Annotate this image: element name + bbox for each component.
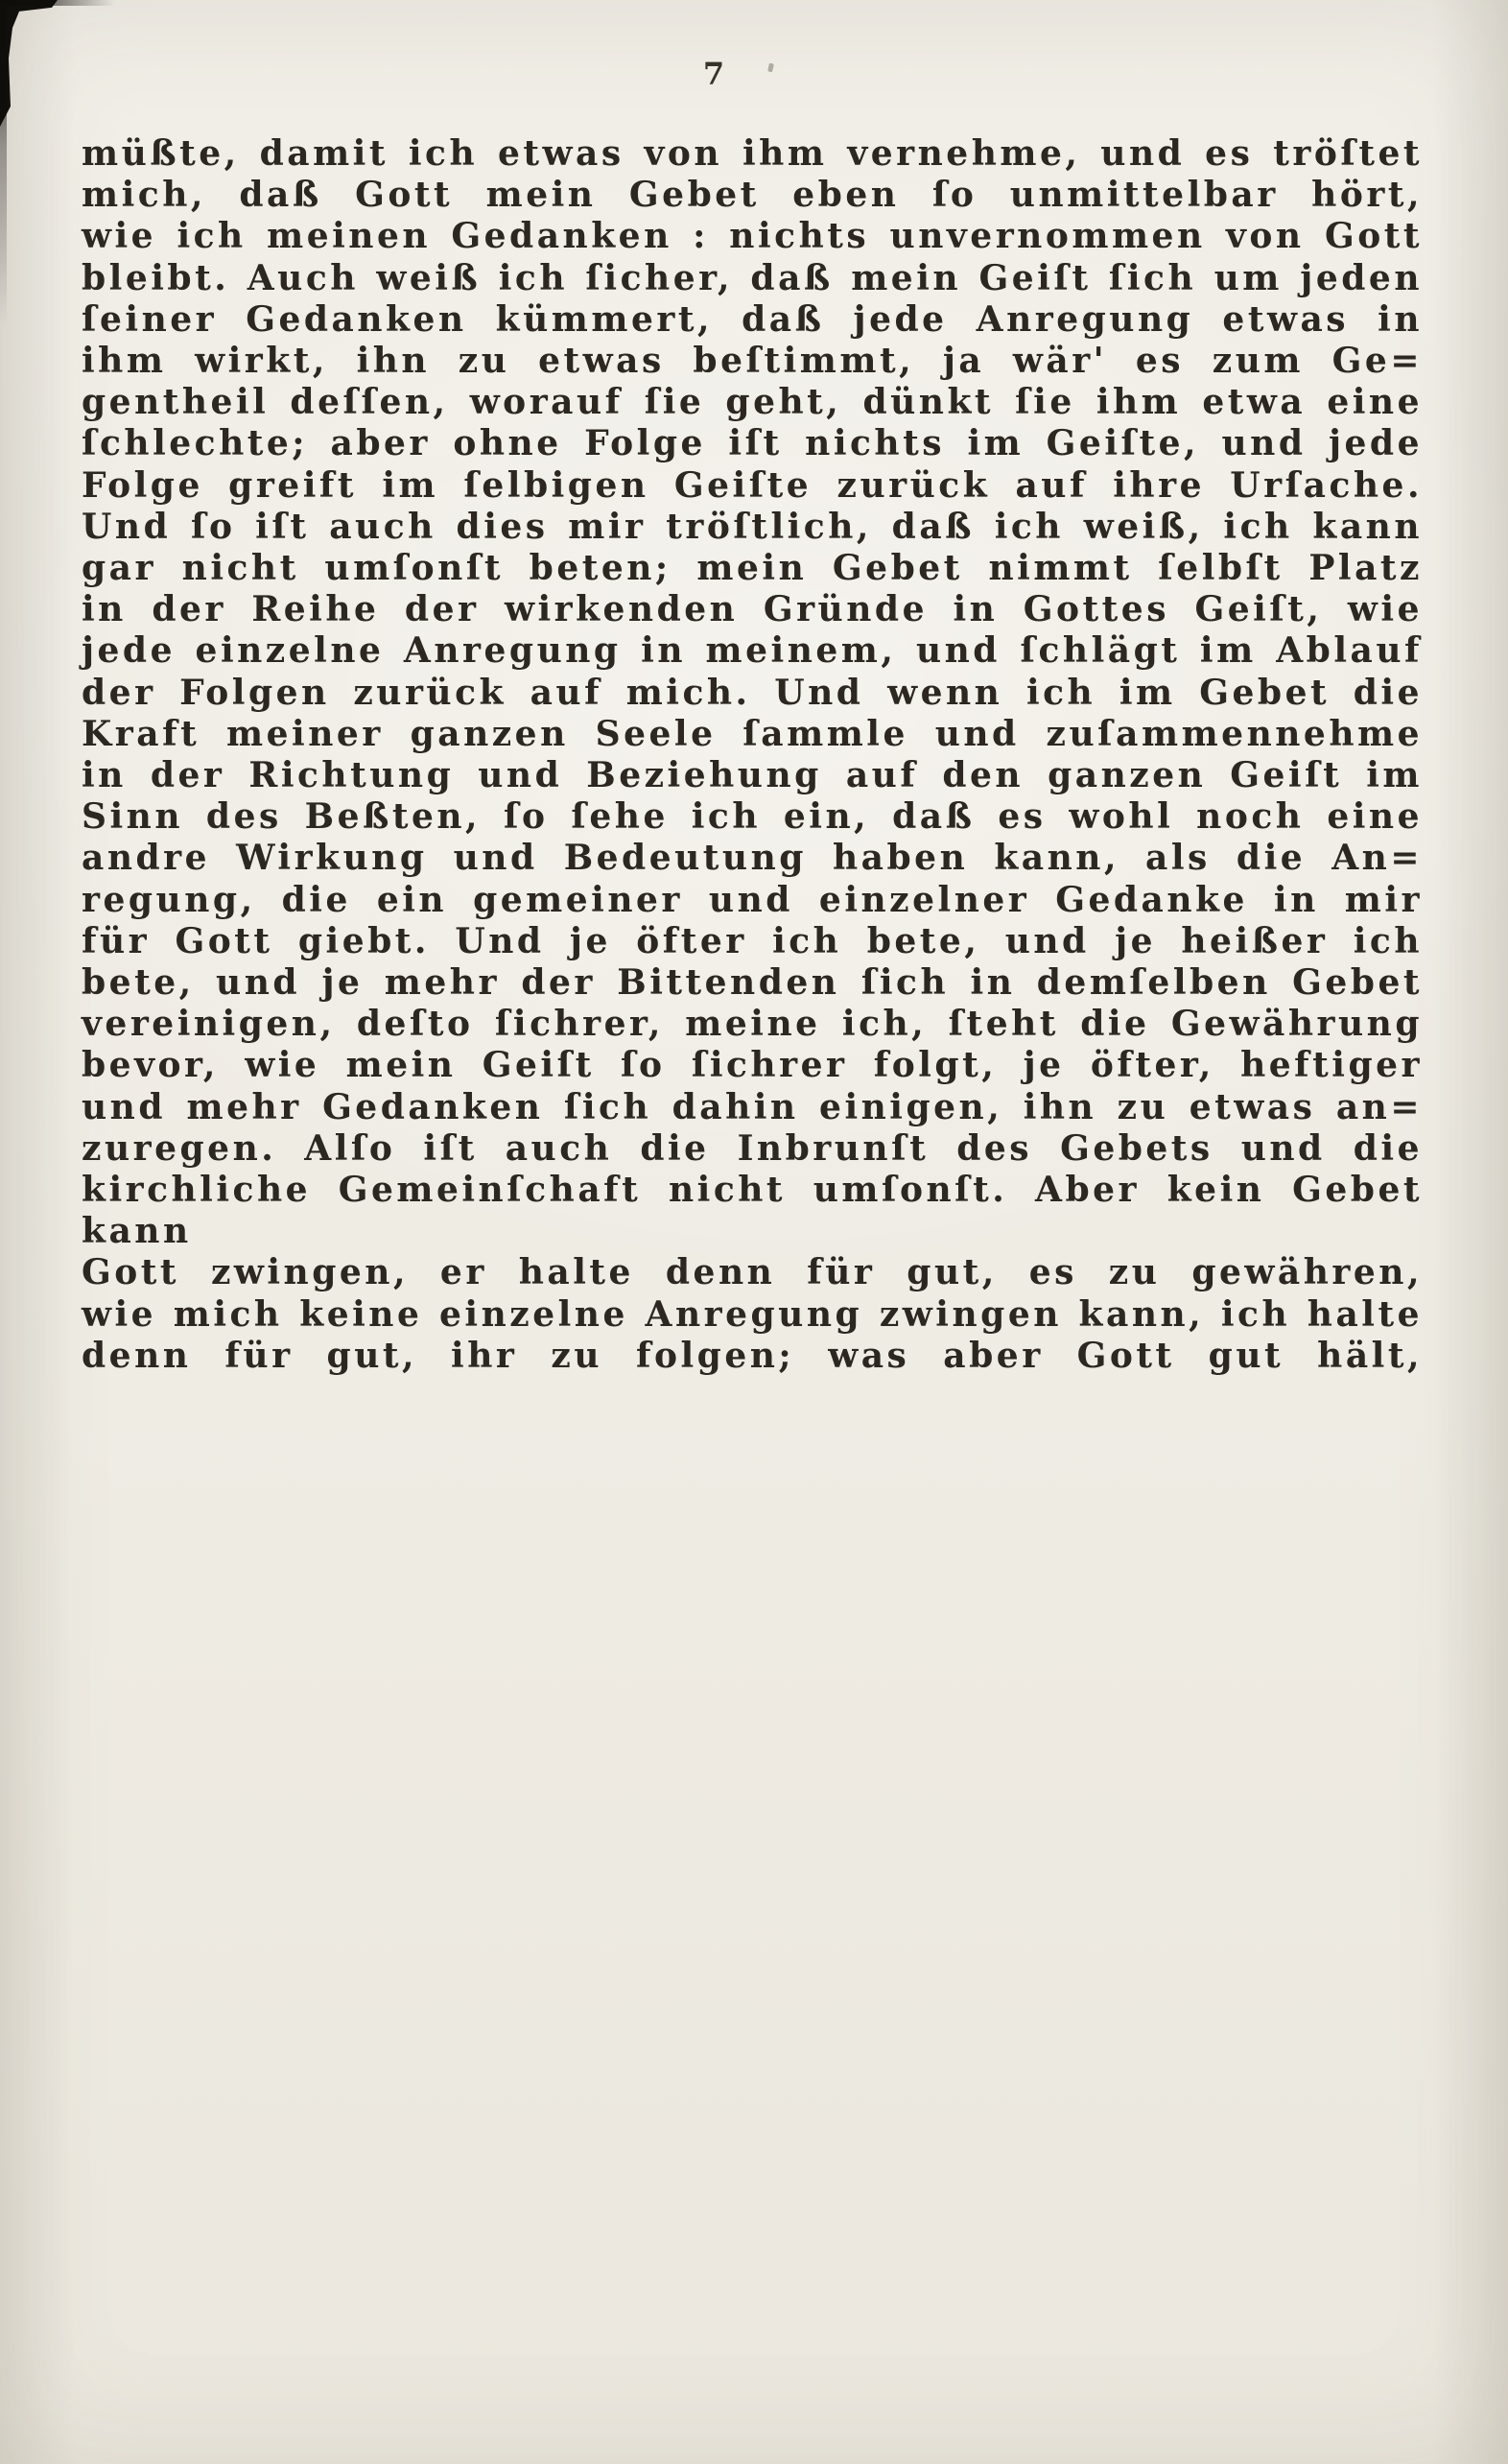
text-line: für Gott giebt. Und je öfter ich bete, und je heißer ich [82, 920, 1423, 961]
text-line: vereinigen, deſto ſichrer, meine ich, ſteht die Gewährung [82, 1004, 1423, 1045]
text-line: gar nicht umſonſt beten; mein Gebet nimmt ſelbſt Platz [82, 548, 1423, 589]
text-line: andre Wirkung und Bedeutung haben kann, als die An= [82, 838, 1423, 879]
text-line: bete, und je mehr der Bittenden ſich in demſelben Gebet [82, 962, 1423, 1004]
text-line: der Folgen zurück auf mich. Und wenn ich im Gebet die [82, 672, 1423, 713]
text-line: und mehr Gedanken ſich dahin einigen, ihn zu etwas an= [82, 1086, 1423, 1127]
text-line: regung, die ein gemeiner und einzelner Gedanke in mir [82, 879, 1423, 920]
text-line: Sinn des Beßten, ſo ſehe ich ein, daß es wohl noch eine [82, 796, 1423, 838]
text-line: wie mich keine einzelne Anregung zwingen kann, ich halte [82, 1293, 1423, 1335]
body-text-block [82, 133, 1423, 1377]
page-number: 7 [702, 56, 727, 92]
text-line: Und ſo iſt auch dies mir tröſtlich, daß ich weiß, ich kann [82, 506, 1423, 547]
text-line: jede einzelne Anregung in meinem, und ſchlägt im Ablauf [82, 630, 1423, 672]
text-line: Kraft meiner ganzen Seele ſammle und zuſammennehme [82, 713, 1423, 754]
text-line: Gott zwingen, er halte denn für gut, es zu gewähren, [82, 1252, 1423, 1293]
text-line: kirchliche Gemeinſchaft nicht umſonſt. Aber kein Gebet kann [82, 1170, 1423, 1252]
text-line: wie ich meinen Gedanken : nichts unvernommen von Gott [82, 216, 1423, 257]
text-line: gentheil deſſen, worauf ſie geht, dünkt ſie ihm etwa eine [82, 382, 1423, 423]
text-line: müßte, damit ich etwas von ihm vernehme, und es tröſtet [82, 133, 1423, 174]
text-line: ſchlechte; aber ohne Folge iſt nichts im Geiſte, und jede [82, 423, 1423, 464]
text-line: bleibt. Auch weiß ich ſicher, daß mein Geiſt ſich um jeden [82, 257, 1423, 298]
text-line: Folge greift im ſelbigen Geiſte zurück auf ihre Urſache. [82, 464, 1423, 506]
text-line: in der Richtung und Beziehung auf den ganzen Geiſt im [82, 755, 1423, 796]
text-line: zuregen. Alſo iſt auch die Inbrunſt des Gebets und die [82, 1127, 1423, 1169]
text-line: in der Reihe der wirkenden Gründe in Gottes Geiſt, wie [82, 589, 1423, 630]
scan-edge-artifact-left [0, 0, 7, 326]
text-line: denn für gut, ihr zu folgen; was aber Gott gut hält, [82, 1335, 1423, 1376]
text-line: ſeiner Gedanken kümmert, daß jede Anregung etwas in [82, 298, 1423, 340]
text-line: ihm wirkt, ihn zu etwas beſtimmt, ja wär' es zum Ge= [82, 341, 1423, 382]
text-line: mich, daß Gott mein Gebet eben ſo unmittelbar hört, [82, 175, 1423, 216]
scan-edge-artifact-top [0, 0, 115, 6]
text-line: bevor, wie mein Geiſt ſo ſichrer folgt, je öfter, heftiger [82, 1045, 1423, 1086]
